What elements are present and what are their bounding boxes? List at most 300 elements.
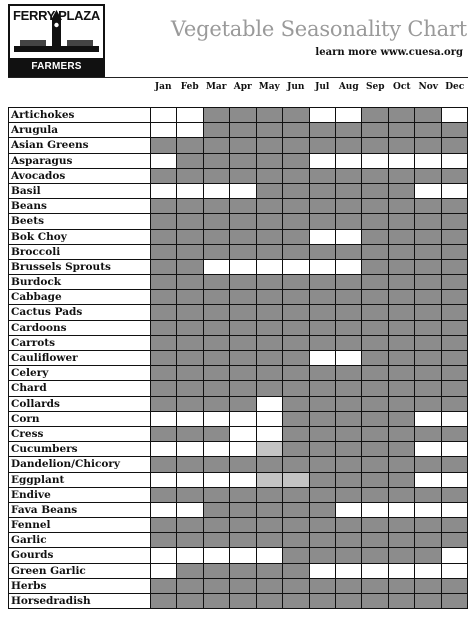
season-cell-aug: [335, 579, 361, 593]
season-cell-feb: [176, 366, 202, 380]
season-cell-sep: [361, 488, 387, 502]
season-cell-jan: [151, 245, 176, 259]
season-cell-aug: [335, 230, 361, 244]
season-cell-mar: [203, 351, 229, 365]
season-cell-nov: [414, 351, 440, 365]
season-cell-jul: [309, 275, 335, 289]
season-cell-jan: [151, 169, 176, 183]
logo-subtitle: FARMERS MARKET: [10, 58, 103, 76]
season-cell-oct: [388, 397, 414, 411]
season-cell-apr: [229, 412, 255, 426]
season-cell-nov: [414, 138, 440, 152]
season-cell-mar: [203, 457, 229, 471]
vegetable-name: Collards: [9, 397, 151, 411]
season-cell-aug: [335, 214, 361, 228]
season-cell-aug: [335, 275, 361, 289]
season-cell-jul: [309, 457, 335, 471]
table-row: [9, 365, 467, 380]
table-row: [9, 456, 467, 471]
table-row: [9, 532, 467, 547]
season-cell-apr: [229, 290, 255, 304]
table-row: [9, 593, 467, 608]
season-cell-jun: [282, 488, 308, 502]
season-cell-jun: [282, 169, 308, 183]
table-row: [9, 320, 467, 335]
season-cell-apr: [229, 594, 255, 608]
season-cell-apr: [229, 533, 255, 547]
season-cell-sep: [361, 473, 387, 487]
season-cell-feb: [176, 336, 202, 350]
season-cell-jan: [151, 214, 176, 228]
season-cell-jun: [282, 442, 308, 456]
season-cell-feb: [176, 564, 202, 578]
season-cell-aug: [335, 305, 361, 319]
season-cell-oct: [388, 199, 414, 213]
season-cell-feb: [176, 503, 202, 517]
season-cell-nov: [414, 245, 440, 259]
season-cell-oct: [388, 427, 414, 441]
season-cell-feb: [176, 275, 202, 289]
season-cell-apr: [229, 245, 255, 259]
season-cell-jun: [282, 290, 308, 304]
season-cell-nov: [414, 260, 440, 274]
season-cell-sep: [361, 290, 387, 304]
season-cell-jan: [151, 427, 176, 441]
season-cell-jun: [282, 457, 308, 471]
season-cell-sep: [361, 123, 387, 137]
season-cell-oct: [388, 533, 414, 547]
season-cell-mar: [203, 488, 229, 502]
season-cell-jan: [151, 123, 176, 137]
season-cell-sep: [361, 412, 387, 426]
season-cell-jan: [151, 154, 176, 168]
season-cell-mar: [203, 518, 229, 532]
season-cell-mar: [203, 245, 229, 259]
season-cell-nov: [414, 366, 440, 380]
season-cell-nov: [414, 579, 440, 593]
season-cell-may: [256, 290, 282, 304]
season-cell-mar: [203, 305, 229, 319]
season-cell-mar: [203, 138, 229, 152]
season-cell-feb: [176, 108, 202, 122]
season-cell-aug: [335, 199, 361, 213]
table-row: [9, 137, 467, 152]
season-cell-may: [256, 138, 282, 152]
season-cell-sep: [361, 579, 387, 593]
season-cell-jan: [151, 290, 176, 304]
season-cell-dec: [441, 199, 467, 213]
season-cell-oct: [388, 381, 414, 395]
vegetable-name: Fennel: [9, 518, 151, 532]
season-cell-feb: [176, 199, 202, 213]
season-cell-oct: [388, 442, 414, 456]
season-cell-jun: [282, 138, 308, 152]
season-cell-apr: [229, 305, 255, 319]
season-cell-dec: [441, 169, 467, 183]
month-label-feb: Feb: [180, 82, 199, 92]
season-cell-apr: [229, 199, 255, 213]
table-row: [9, 289, 467, 304]
season-cell-oct: [388, 290, 414, 304]
month-label-oct: Oct: [393, 82, 411, 92]
season-cell-nov: [414, 214, 440, 228]
season-cell-mar: [203, 564, 229, 578]
table-row: [9, 122, 467, 137]
season-cell-jun: [282, 305, 308, 319]
season-cell-feb: [176, 473, 202, 487]
season-cell-dec: [441, 305, 467, 319]
season-cell-jan: [151, 473, 176, 487]
season-cell-jul: [309, 548, 335, 562]
season-cell-may: [256, 412, 282, 426]
season-cell-jun: [282, 579, 308, 593]
season-cell-feb: [176, 138, 202, 152]
season-cell-sep: [361, 169, 387, 183]
vegetable-name: Artichokes: [9, 108, 151, 122]
season-cell-mar: [203, 442, 229, 456]
season-cell-may: [256, 381, 282, 395]
season-cell-jul: [309, 427, 335, 441]
season-cell-sep: [361, 336, 387, 350]
season-cell-mar: [203, 230, 229, 244]
month-header: [150, 82, 468, 92]
season-cell-sep: [361, 442, 387, 456]
vegetable-name: Bok Choy: [9, 230, 151, 244]
season-cell-sep: [361, 564, 387, 578]
season-cell-jan: [151, 381, 176, 395]
season-cell-nov: [414, 427, 440, 441]
season-cell-may: [256, 533, 282, 547]
season-cell-aug: [335, 442, 361, 456]
season-cell-apr: [229, 275, 255, 289]
season-cell-feb: [176, 427, 202, 441]
season-cell-jul: [309, 442, 335, 456]
season-cell-jul: [309, 169, 335, 183]
season-cell-dec: [441, 473, 467, 487]
season-cell-may: [256, 397, 282, 411]
season-cell-apr: [229, 427, 255, 441]
season-cell-sep: [361, 138, 387, 152]
season-cell-jul: [309, 594, 335, 608]
season-cell-jun: [282, 427, 308, 441]
season-cell-jul: [309, 214, 335, 228]
season-cell-sep: [361, 275, 387, 289]
season-cell-aug: [335, 138, 361, 152]
season-cell-oct: [388, 184, 414, 198]
season-cell-feb: [176, 533, 202, 547]
season-cell-may: [256, 154, 282, 168]
season-cell-jul: [309, 381, 335, 395]
season-cell-apr: [229, 564, 255, 578]
season-cell-feb: [176, 184, 202, 198]
season-cell-jun: [282, 184, 308, 198]
season-cell-jul: [309, 245, 335, 259]
season-cell-oct: [388, 564, 414, 578]
table-row: [9, 335, 467, 350]
season-cell-jul: [309, 336, 335, 350]
season-cell-jun: [282, 123, 308, 137]
season-cell-may: [256, 230, 282, 244]
season-cell-jul: [309, 230, 335, 244]
season-cell-nov: [414, 108, 440, 122]
season-cell-nov: [414, 290, 440, 304]
season-cell-dec: [441, 579, 467, 593]
season-cell-jan: [151, 594, 176, 608]
season-cell-jan: [151, 108, 176, 122]
season-cell-dec: [441, 488, 467, 502]
season-cell-apr: [229, 579, 255, 593]
season-cell-dec: [441, 260, 467, 274]
season-cell-sep: [361, 427, 387, 441]
season-cell-may: [256, 351, 282, 365]
table-row: [9, 380, 467, 395]
season-cell-nov: [414, 548, 440, 562]
season-cell-sep: [361, 503, 387, 517]
season-cell-mar: [203, 473, 229, 487]
season-cell-nov: [414, 275, 440, 289]
season-cell-apr: [229, 503, 255, 517]
season-cell-oct: [388, 412, 414, 426]
month-label-jan: Jan: [154, 82, 172, 92]
table-row: [9, 578, 467, 593]
season-cell-nov: [414, 488, 440, 502]
season-cell-may: [256, 503, 282, 517]
season-cell-jul: [309, 564, 335, 578]
season-cell-dec: [441, 108, 467, 122]
season-cell-sep: [361, 230, 387, 244]
season-cell-nov: [414, 594, 440, 608]
vegetable-name: Endive: [9, 488, 151, 502]
season-cell-oct: [388, 473, 414, 487]
season-cell-jun: [282, 594, 308, 608]
season-cell-apr: [229, 184, 255, 198]
season-cell-feb: [176, 169, 202, 183]
season-cell-nov: [414, 518, 440, 532]
season-cell-nov: [414, 230, 440, 244]
vegetable-name: Horsedradish: [9, 594, 151, 608]
season-cell-may: [256, 321, 282, 335]
vegetable-name: Broccoli: [9, 245, 151, 259]
table-row: [9, 183, 467, 198]
season-cell-nov: [414, 336, 440, 350]
season-cell-apr: [229, 260, 255, 274]
month-label-mar: Mar: [205, 82, 227, 92]
vegetable-name: Cress: [9, 427, 151, 441]
season-cell-jul: [309, 123, 335, 137]
season-cell-sep: [361, 533, 387, 547]
season-cell-jun: [282, 336, 308, 350]
season-cell-dec: [441, 564, 467, 578]
season-cell-aug: [335, 321, 361, 335]
season-cell-mar: [203, 260, 229, 274]
season-cell-apr: [229, 488, 255, 502]
season-cell-jul: [309, 533, 335, 547]
season-cell-oct: [388, 169, 414, 183]
season-cell-mar: [203, 594, 229, 608]
vegetable-name: Cabbage: [9, 290, 151, 304]
vegetable-name: Fava Beans: [9, 503, 151, 517]
season-cell-jan: [151, 442, 176, 456]
season-cell-jul: [309, 154, 335, 168]
season-cell-oct: [388, 214, 414, 228]
season-cell-jan: [151, 321, 176, 335]
vegetable-name: Corn: [9, 412, 151, 426]
season-cell-oct: [388, 594, 414, 608]
season-cell-aug: [335, 412, 361, 426]
season-cell-jul: [309, 305, 335, 319]
season-cell-mar: [203, 503, 229, 517]
season-cell-nov: [414, 457, 440, 471]
season-cell-feb: [176, 412, 202, 426]
season-cell-jan: [151, 548, 176, 562]
season-cell-apr: [229, 108, 255, 122]
table-row: [9, 472, 467, 487]
season-cell-dec: [441, 412, 467, 426]
season-cell-feb: [176, 245, 202, 259]
season-cell-may: [256, 594, 282, 608]
season-cell-may: [256, 457, 282, 471]
season-cell-oct: [388, 275, 414, 289]
season-cell-may: [256, 184, 282, 198]
vegetable-name: Cucumbers: [9, 442, 151, 456]
season-cell-may: [256, 108, 282, 122]
season-cell-may: [256, 245, 282, 259]
month-label-apr: Apr: [233, 82, 252, 92]
season-cell-jan: [151, 138, 176, 152]
season-cell-jan: [151, 260, 176, 274]
season-cell-feb: [176, 123, 202, 137]
season-cell-sep: [361, 457, 387, 471]
season-cell-apr: [229, 123, 255, 137]
season-cell-oct: [388, 548, 414, 562]
season-cell-jan: [151, 503, 176, 517]
season-cell-may: [256, 442, 282, 456]
vegetable-name: Cactus Pads: [9, 305, 151, 319]
season-cell-dec: [441, 503, 467, 517]
season-cell-mar: [203, 427, 229, 441]
season-cell-feb: [176, 305, 202, 319]
season-cell-sep: [361, 154, 387, 168]
season-cell-sep: [361, 397, 387, 411]
season-cell-aug: [335, 381, 361, 395]
season-cell-aug: [335, 108, 361, 122]
season-cell-mar: [203, 579, 229, 593]
month-label-aug: Aug: [338, 82, 359, 92]
season-cell-jul: [309, 503, 335, 517]
season-cell-dec: [441, 154, 467, 168]
season-cell-nov: [414, 473, 440, 487]
season-cell-mar: [203, 199, 229, 213]
season-cell-apr: [229, 154, 255, 168]
season-cell-feb: [176, 290, 202, 304]
season-cell-sep: [361, 548, 387, 562]
season-cell-may: [256, 123, 282, 137]
table-row: [9, 350, 467, 365]
table-row: [9, 411, 467, 426]
season-cell-dec: [441, 321, 467, 335]
season-cell-aug: [335, 457, 361, 471]
season-cell-sep: [361, 260, 387, 274]
learn-more-link[interactable]: learn more www.cuesa.org: [315, 47, 463, 58]
season-cell-oct: [388, 123, 414, 137]
season-cell-feb: [176, 457, 202, 471]
season-cell-nov: [414, 503, 440, 517]
season-cell-may: [256, 199, 282, 213]
season-cell-jun: [282, 564, 308, 578]
vegetable-name: Cauliflower: [9, 351, 151, 365]
season-cell-feb: [176, 260, 202, 274]
season-cell-aug: [335, 473, 361, 487]
season-cell-jan: [151, 336, 176, 350]
season-cell-apr: [229, 442, 255, 456]
season-cell-may: [256, 473, 282, 487]
season-cell-mar: [203, 548, 229, 562]
season-cell-mar: [203, 533, 229, 547]
season-cell-jun: [282, 518, 308, 532]
season-cell-may: [256, 366, 282, 380]
season-cell-jan: [151, 533, 176, 547]
season-cell-sep: [361, 199, 387, 213]
season-cell-sep: [361, 518, 387, 532]
season-cell-oct: [388, 321, 414, 335]
season-cell-oct: [388, 366, 414, 380]
season-cell-feb: [176, 397, 202, 411]
season-cell-may: [256, 305, 282, 319]
season-cell-jun: [282, 275, 308, 289]
season-cell-apr: [229, 473, 255, 487]
vegetable-name: Asian Greens: [9, 138, 151, 152]
season-cell-dec: [441, 366, 467, 380]
season-cell-jul: [309, 579, 335, 593]
season-cell-apr: [229, 366, 255, 380]
season-cell-jul: [309, 260, 335, 274]
season-cell-may: [256, 564, 282, 578]
season-cell-dec: [441, 230, 467, 244]
season-cell-jun: [282, 533, 308, 547]
season-cell-mar: [203, 381, 229, 395]
season-cell-jun: [282, 366, 308, 380]
season-cell-oct: [388, 579, 414, 593]
season-cell-jul: [309, 184, 335, 198]
season-cell-aug: [335, 245, 361, 259]
season-cell-dec: [441, 457, 467, 471]
season-cell-may: [256, 579, 282, 593]
season-cell-jan: [151, 564, 176, 578]
season-cell-oct: [388, 230, 414, 244]
season-cell-jun: [282, 108, 308, 122]
season-cell-aug: [335, 336, 361, 350]
vegetable-name: Cardoons: [9, 321, 151, 335]
season-cell-mar: [203, 397, 229, 411]
month-label-may: May: [258, 82, 280, 92]
season-cell-oct: [388, 245, 414, 259]
season-cell-jun: [282, 397, 308, 411]
vegetable-name: Beans: [9, 199, 151, 213]
season-cell-mar: [203, 154, 229, 168]
season-cell-jun: [282, 321, 308, 335]
season-cell-jul: [309, 397, 335, 411]
table-row: [9, 517, 467, 532]
season-cell-feb: [176, 230, 202, 244]
vegetable-name: Basil: [9, 184, 151, 198]
season-cell-mar: [203, 275, 229, 289]
season-cell-may: [256, 488, 282, 502]
season-cell-jun: [282, 214, 308, 228]
table-row: [9, 244, 467, 259]
season-cell-apr: [229, 321, 255, 335]
season-cell-sep: [361, 351, 387, 365]
season-cell-dec: [441, 397, 467, 411]
